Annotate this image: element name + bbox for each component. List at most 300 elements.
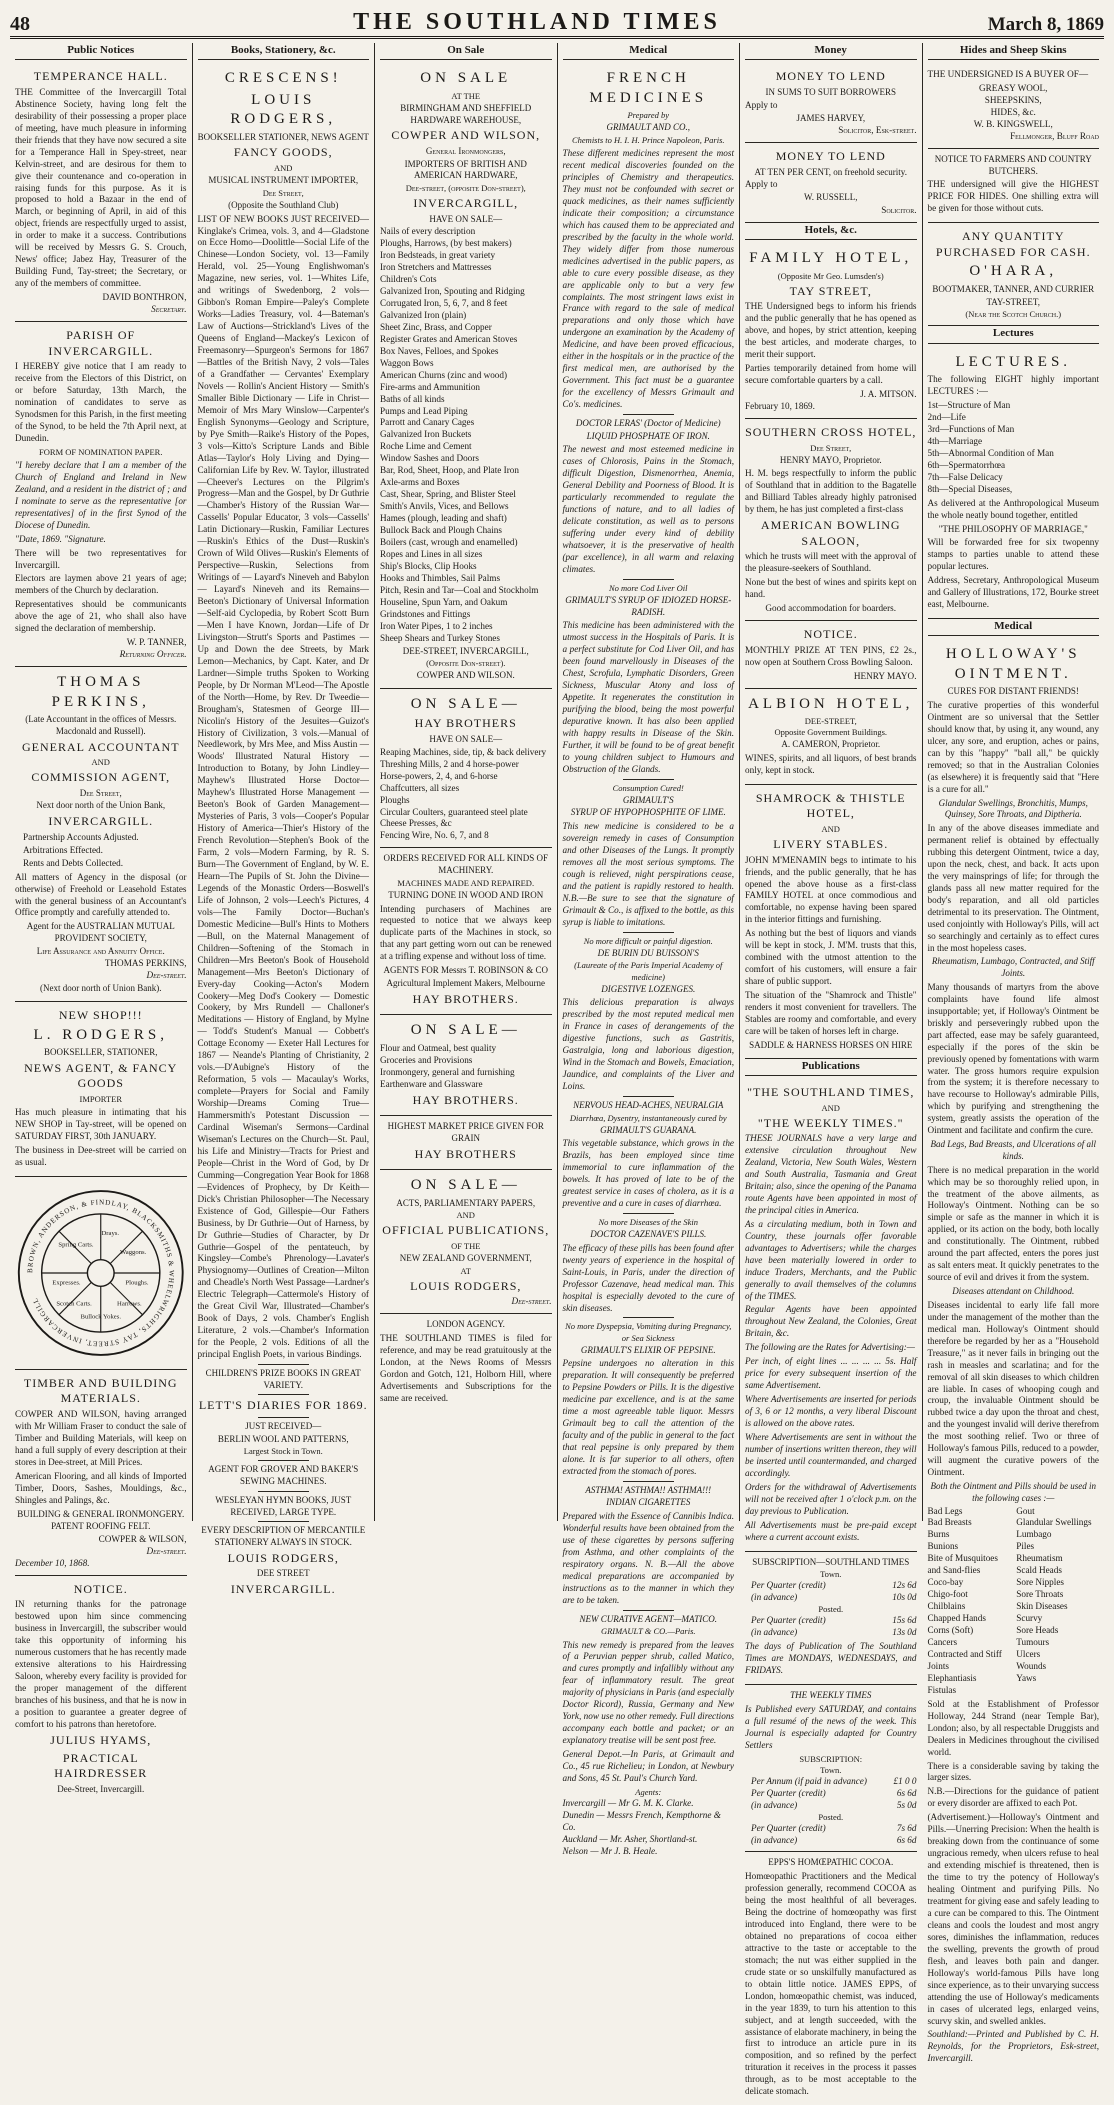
list-item: Sheet Zinc, Brass, and Copper <box>380 321 492 332</box>
ad-line: Dee-Street, Invercargill. <box>57 1783 145 1794</box>
ad-line: INVERCARGILL. <box>48 814 154 829</box>
ad-line: GRIMAULT'S GUARANA. <box>600 1124 697 1135</box>
rate-value: 12s 6d <box>892 1580 917 1591</box>
emblem-ring-text: BROWN, ANDERSON, & FINDLAY, BLACKSMITHS & WHEELWRIGHTS, TAY STREET, INVERCARGILL <box>26 1198 176 1348</box>
ad-line: NEW CURATIVE AGENT—MATICO. <box>579 1613 717 1624</box>
column-on-sale <box>375 43 558 1521</box>
ad-line: Apply to <box>745 179 778 190</box>
ad-line: BOOKSELLER, STATIONER, <box>43 1047 158 1058</box>
ad-line: AGENT FOR GROVER AND BAKER'S SEWING MACHINES. <box>208 1464 359 1487</box>
kingswell-ad <box>928 63 1100 149</box>
ad-title: NOTICE TO FARMERS AND COUNTRY BUTCHERS. <box>934 154 1092 176</box>
ad-line: CURES FOR DISTANT FRIENDS! <box>947 686 1079 697</box>
list-item: Ropes and Lines in all sizes <box>380 548 483 559</box>
lecture-list <box>928 400 1100 496</box>
rodgers-books-ad <box>198 63 370 1604</box>
ad-line: AND <box>91 757 110 768</box>
ad-line: Opposite Government Buildings. <box>774 727 888 738</box>
ten-pins-notice <box>745 621 917 688</box>
list-item: Hames (plough, leading and shaft) <box>380 513 507 524</box>
ad-line: Dee Street, <box>79 787 122 798</box>
ad-body: THE UNDERSIGNED IS A BUYER OF— <box>927 69 1089 80</box>
note: There will be two representatives for Invercargill. <box>15 547 187 570</box>
ad-line: AT THE <box>451 90 481 101</box>
ad-line: PATENT ROOFING FELT. <box>51 1521 151 1532</box>
ad-line: INVERCARGILL. <box>230 1581 336 1596</box>
rates-line: Per inch, of eight lines ... ... ... ... 5s. Half price for every subsequent insertion of the same Advertisement. <box>745 1356 917 1391</box>
hay-brothers-grocery-ad <box>380 1015 552 1116</box>
list-item: Bad Legs <box>927 1505 963 1516</box>
ad-body: THE SOUTHLAND TIMES is filed for reference, and may be read gratuitously at the London, at the News Rooms of Messrs Gordon and Gotch, 121, Holborn Hill, where Advertisements and Subscriptions for the same are received. <box>380 1332 552 1403</box>
divider <box>258 1521 309 1522</box>
ad-line: BUILDING & GENERAL IRONMONGERY. <box>17 1508 185 1519</box>
ad-body: The newest and most esteemed medicine in cases of Chlorosis, Pains in the Stomach, difficult Digestion, Dismenorrhea, Anemia, General Debility and Poorness of Blood. It is particularly recommended to regulate the functions of nature, and to all ladies of delicate constitution, as well as to persons suffering under every kind of debility whatsoever, it is the preservative of health (par excellence), in all warm and relaxing climates. <box>562 444 734 574</box>
list-item: Children's Cots <box>380 274 437 285</box>
list-item: Horse-powers, 2, 4, and 6-horse <box>380 770 498 781</box>
divider <box>623 932 674 933</box>
ad-body: THE Committee of the Invercargill Total Abstinence Society, having long felt the desirability of their possessing a proper place of meeting, have much pleasure in informing their friends that they have now secured a site for a Temperance Hall in Spey-street, near Kelvin-street, and are desirous for them to give their countenance and co-operation in raising funds for this purpose. As it is proposed to hold a Bazaar in the end of March, or beginning of April, in aid of this object, friends are respectfully urged to assist, in order to make it a success. Contributions will be received by Messrs G. S. Crouch, News' office; Jabez Hay, Treasurer of the Building Fund, Tay-street; the Secretary, or any of the members of committee. <box>15 86 187 289</box>
ad-line: GREASY WOOL, <box>979 83 1048 94</box>
section-heading: Hides and Sheep Skins <box>928 43 1100 60</box>
list-item: Cancers <box>927 1636 958 1647</box>
ad-signer: JULIUS HYAMS, <box>50 1732 152 1747</box>
ad-line: TAY-STREET, <box>986 296 1041 307</box>
grain-notice <box>380 1116 552 1170</box>
list-item: 6th—Spermatorrhœa <box>927 459 1006 470</box>
ad-title: HOLLOWAY'S OINTMENT. <box>945 646 1081 682</box>
ad-line: DIGESTIVE LOZENGES. <box>601 983 696 994</box>
list-item: Galvanized Iron Buckets <box>380 429 472 440</box>
divider <box>623 1317 674 1318</box>
ad-title: THOMAS PERKINS, <box>51 674 150 710</box>
rate-value: £1 0 0 <box>893 1775 917 1786</box>
ad-signer: W. RUSSELL, <box>804 192 858 203</box>
ad-body: All matters of Agency in the disposal (or otherwise) of Freehold or Leasehold Estates with the general business of an Accountant's Office promptly and carefully attended to. <box>15 871 187 918</box>
list-item: Galvanized Iron (plain) <box>380 309 467 320</box>
ad-line: TAY STREET, <box>789 283 872 298</box>
section-heading: Public Notices <box>15 43 187 60</box>
ad-body: This new remedy is prepared from the leaves of a Peruvian pepper shrub, called Matico, and cures promptly and infallibly without any fear of inflammatory result. The great majority of physicians in Paris (and especially Doctor Ricord), Russia, Germany and New York, now use no other remedy. Full directions accompany each bottle and packet; or an explanatory treatise will be sent post free. <box>562 1639 734 1746</box>
ad-body: Parties temporarily detained from home will secure comfortable quarters by a call. <box>745 363 917 386</box>
ad-body: There is a considerable saving by taking the larger sizes. <box>927 1760 1099 1783</box>
list-item: Scurvy <box>1016 1613 1043 1624</box>
ad-signer: HENRY MAYO. <box>853 670 917 681</box>
list-item: Iron Stretchers and Mattresses <box>380 262 492 273</box>
date-line: "Date, 1869. "Signature. <box>15 533 106 544</box>
ailment-list-right <box>1016 1506 1099 1697</box>
rate-value: 15s 6d <box>892 1615 917 1626</box>
ad-line: NEW ZEALAND GOVERNMENT, <box>399 1252 532 1263</box>
southern-cross-hotel-ad <box>745 419 917 621</box>
ad-line: COMMISSION AGENT, <box>31 770 171 785</box>
imprint: Southland:—Printed and Published by C. H. Reynolds, for the Proprietors, Esk-street, Invercargill. <box>927 2029 1099 2064</box>
ad-body: THE undersigned will give the HIGHEST PRICE FOR HIDES. One shilling extra will be given for those without cuts. <box>927 179 1099 214</box>
list-item: Ironmongery, general and furnishing <box>380 1066 515 1077</box>
rate-label: Per Annum (if paid in advance) <box>751 1775 867 1786</box>
list-item: Chigo-foot <box>927 1589 968 1600</box>
list-item: Iron Bedsteads, in great variety <box>380 250 496 261</box>
list-item: Fire-arms and Ammunition <box>380 381 481 392</box>
ad-line: AT TEN PER CENT, on freehold security. <box>754 166 907 177</box>
ad-body: Has much pleasure in intimating that his NEW SHOP in Tay-street, will be opened on SATURDAY FIRST, 30th JANUARY. <box>15 1107 187 1141</box>
rate-label: (in advance) <box>751 1799 798 1810</box>
albion-hotel-ad <box>745 689 917 785</box>
ad-line: DEE-STREET, INVERCARGILL, <box>402 645 529 656</box>
form-label: FORM OF NOMINATION PAPER. <box>39 446 163 457</box>
holloway-ointment-ad <box>928 639 1100 2072</box>
rate-row <box>751 1592 917 1604</box>
rate-row <box>751 1788 917 1800</box>
lectures-ad <box>928 347 1100 619</box>
ad-body: The curative properties of this wonderful Ointment are so universal that the Settler should know that, by using it, any wound, any ulcer, any sore, and eruption, aches or pains, can by this "happy" "ball all," be quickly removed; so that in the Australian Colonies (as elsewhere) it is frequently said that "Here is a cure for all." <box>927 699 1099 794</box>
list-item: Circular Coulters, guaranteed steel plate <box>380 806 528 817</box>
rates-line: Orders for the withdrawal of Advertisements will not be received after 1 o'clock p.m. on the day previous to Publication. <box>745 1481 917 1516</box>
ad-name: O'HARA, <box>969 263 1058 280</box>
ad-title: LONDON AGENCY. <box>426 1319 505 1330</box>
item-list <box>380 226 552 644</box>
ad-body: General Depot.—In Paris, at Grimault and Co., 45 rue Richelieu; in London, at Newbury and Sons, 45 St. Paul's Church Yard. <box>562 1749 734 1783</box>
ad-line: AGENTS FOR Messrs T. ROBINSON & CO <box>383 965 548 976</box>
ad-title: ON SALE— <box>410 695 521 712</box>
list-item: Groceries and Provisions <box>380 1054 473 1065</box>
ad-body: IN returning thanks for the patronage bestowed upon him since commencing business in Invercargill, the subscriber would take this opportunity of informing his numerous customers that he has recently made extensive alterations to his Hairdressing Saloon, whereby every facility is provided for the proper management of the different branches of his business, and that he is now in a position to guarantee a greater degree of comfort to his patrons than heretofore. <box>15 1599 187 1730</box>
ad-line: FANCY GOODS, <box>233 145 333 160</box>
list-item: Bad Breasts <box>927 1517 972 1528</box>
list-item: Iron Water Pipes, 1 to 2 inches <box>380 620 493 631</box>
french-medicines-ad <box>563 63 735 1862</box>
issue-date: March 8, 1869 <box>987 14 1104 35</box>
ohara-ad <box>928 223 1100 326</box>
temperance-hall-ad <box>15 63 187 322</box>
list-item: Grindstones and Fittings <box>380 608 471 619</box>
ad-signer-role: Secretary. <box>151 304 187 315</box>
list-item: 8th—Special Diseases, <box>927 483 1013 494</box>
ad-line: (Opposite Don-street). <box>426 658 506 669</box>
ad-line: Posted. <box>818 1811 844 1822</box>
ad-line: (Laureate of the Paris Imperial Academy of medicine) <box>574 960 723 982</box>
ad-signer: COWPER & WILSON, <box>98 1534 187 1545</box>
list-item: Corrugated Iron, 5, 6, 7, and 8 feet <box>380 297 508 308</box>
ad-signer: LOUIS RODGERS, <box>410 1278 522 1293</box>
list-item: Flour and Oatmeal, best quality <box>380 1042 497 1053</box>
ad-subhead: Both the Ointment and Pills should be used in the following cases :— <box>930 1481 1096 1503</box>
ad-line: GRIMAULT'S ELIXIR OF PEPSINE. <box>580 1344 716 1355</box>
ad-body: THE Undersigned begs to inform his friends and the public generally that he has opened as above, and hopes, by strict attention, keeping the best articles, and moderate charges, to merit their support. <box>745 301 917 360</box>
ad-title: MONEY TO LEND <box>775 149 886 164</box>
list-item: Chapped Hands <box>927 1613 986 1624</box>
ad-line: ASTHMA! ASTHMA!! ASTHMA!!! <box>585 1484 712 1495</box>
ad-line: DE BURIN DU BUISSON'S <box>597 947 699 958</box>
list-item: Ship's Blocks, Clip Hooks <box>380 560 477 571</box>
ad-title: ON SALE— <box>410 1177 521 1194</box>
rate-row <box>751 1823 917 1835</box>
list-item: American Churns (zinc and wood) <box>380 369 508 380</box>
list-item: 2nd—Life <box>927 412 966 423</box>
ad-body: Pepsine undergoes no alteration in this preparation. It will consequently be preferred to Pepsine Powders or Pills. It is the digestive medicine par excellence, and is at the same time a most agreeable table liquor. Messrs Grimault beg to call the attention of the faculty and of the public in general to the fact that real pepsine is only prepared by them alone. It is far superior to all others, often extracted from the stomach of pores. <box>562 1358 734 1476</box>
ad-body: (Advertisement.)—Holloway's Ointment and Pills.—Unerring Precision: When the health is breaking down from the continuance of some ungracious remedy, when ulcers refuse to heal and extending mischief is threatened, then is the time to try the potency of Holloway's healing Ointment and purifying Pills. No treatment for giving ease and safely leading to a cure can be compared to this. The Ointment cleans and cools the loudest and most angry sores, diminishes the inflammation, reduces the swelling, prevents the growth of proud flesh, and leaves both pain and danger. Holloway's world-famous Pills have long since experience, as to their unvarying success attending the use of Holloway's medicaments in cases of ulcerated legs, enlarged veins, scurvy skin, and swelled ankles. <box>927 1812 1099 2026</box>
ad-body: As delivered at the Anthropological Museum the whole neatly bound together, entitled <box>927 497 1099 520</box>
ad-line: (Opposite the Southland Club) <box>228 199 339 210</box>
ad-title: FRENCH MEDICINES <box>589 70 708 106</box>
divider <box>623 1213 674 1214</box>
spoke-label: Spring Carts. <box>58 1241 94 1249</box>
list-item: Houseline, Spun Yarn, and Oakum <box>380 596 508 607</box>
ad-body: In any of the above diseases immediate and permanent relief is obtained by effectually rubbing this detergent Ointment, twice a day, upon the neck, chest, and back. It acts upon the very mainsprings of life; for through the glands pass all new matter required for the body's reparation, and all old particles detrimental to its preservation. The Ointment, used conjointly with Holloway's Pills, will act so searchingly and certainly as to effect cures in the most hopeless cases. <box>927 822 1099 953</box>
list-item: Parrott and Canary Cages <box>380 417 475 428</box>
rate-label: (in advance) <box>751 1834 798 1845</box>
divider <box>258 1364 309 1365</box>
agent-line: Nelson — Mr J. B. Heale. <box>562 1845 658 1856</box>
page-number: 48 <box>10 13 30 35</box>
ad-body: JOHN M'MENAMIN begs to intimate to his friends, and the public generally, that he has opened the above house as a first-class FAMILY HOTEL at once commodious and comfortable, no expense having been spared in the interior fittings and furnishing. <box>745 854 917 925</box>
ad-line: Consumption Cured! <box>612 782 684 793</box>
ad-title: NEW SHOP!!! <box>58 1008 143 1023</box>
rate-label: Per Quarter (credit) <box>751 1822 826 1833</box>
column-public-notices <box>10 43 193 1794</box>
ad-line: ORDERS RECEIVED FOR ALL KINDS OF MACHINERY. <box>383 853 548 876</box>
machinery-notice <box>380 848 552 1015</box>
rate-label: (in advance) <box>751 1592 798 1603</box>
list-item: Sore Throats <box>1016 1589 1064 1600</box>
ad-line: HAVE ON SALE— <box>429 734 503 745</box>
list-item: Burns <box>927 1529 950 1540</box>
rate-row <box>751 1776 917 1788</box>
list-item: Glandular Swellings <box>1016 1517 1092 1528</box>
ad-signer: THOMAS PERKINS, <box>104 958 187 969</box>
ad-line: DOCTOR LERAS' (Doctor of Medicine) <box>575 418 721 429</box>
ad-line: INVERCARGILL, <box>413 195 519 210</box>
ad-line: AND <box>821 1102 840 1113</box>
spoke-label: Harrows. <box>117 1300 142 1308</box>
agent-line: Invercargill — Mr G. M. K. Clarke. <box>562 1797 694 1808</box>
list-item: Window Sashes and Doors <box>380 453 479 464</box>
list-item: Nails of every description <box>380 226 476 237</box>
blacksmith-emblem <box>15 1177 187 1370</box>
ad-signer: HAY BROTHERS. <box>412 991 519 1006</box>
list-item: Yaws <box>1016 1672 1037 1683</box>
ad-line: Chemists to H. I. H. Prince Napoleon, Paris. <box>571 135 725 146</box>
list-item: Bullock Back and Plough Chains <box>380 525 502 536</box>
list-item: Cast, Shear, Spring, and Blister Steel <box>380 489 516 500</box>
ad-title: ALBION HOTEL, <box>748 695 914 712</box>
ad-body: None but the best of wines and spirits kept on hand. <box>745 577 917 600</box>
ad-title: THE WEEKLY TIMES <box>790 1690 872 1701</box>
list-item: Reaping Machines, side, tip, & back delivery <box>380 746 547 757</box>
ad-line: Dee-street, (opposite Don-street), <box>405 182 526 193</box>
ad-title: TEMPERANCE HALL. <box>33 69 168 84</box>
ad-line: "THE PHILOSOPHY OF MARRIAGE," <box>938 523 1088 534</box>
ad-body: The situation of the "Shamrock and Thistle" renders it most convenient for travellers. The Stables are roomy and comfortable, and every care will be taken of horses left in charge. <box>745 990 917 1036</box>
list-item: Roche Lime and Cement <box>380 441 472 452</box>
ad-body: Address, Secretary, Anthropological Museum and Gallery of Illustrations, 172, Bourke street east, Melbourne. <box>927 575 1099 610</box>
ad-body: THESE JOURNALS have a very large and extensive circulation throughout New Zealand, Victoria, New South Wales, Western and South Australia, Tasmania and Great Britain; also, since the opening of the Panama route Agents have been appointed in most of the principal cities in America. <box>745 1133 917 1215</box>
ad-title: CRESCENS! <box>224 70 342 87</box>
ad-signer: DAVID BONTHRON, <box>102 292 187 303</box>
ad-title: MONEY TO LEND <box>775 69 886 84</box>
ad-title: FAMILY HOTEL, <box>749 250 913 267</box>
ad-title: ON SALE <box>420 70 512 87</box>
ad-body: As a circulating medium, both in Town and Country, these journals offer favorable advantages to Advertisers; while the charges have been materially lowered in order to induce Traders, Merchants, and the Public generally to avail themselves of the columns of the TIMES. <box>745 1218 917 1301</box>
ad-line: HIDES, &c. <box>990 107 1036 118</box>
ad-title: NOTICE. <box>803 627 858 642</box>
note: Representatives should be communicants above the age of 21, who shall also have signed the declaration of membership. <box>15 599 187 634</box>
ad-line: CHILDREN'S PRIZE BOOKS IN GREAT VARIETY. <box>205 1368 361 1390</box>
ad-line: DEE-STREET, <box>804 716 857 727</box>
perkins-ad <box>15 667 187 1002</box>
ad-body: The efficacy of these pills has been found after twenty years of experience in the hospital of Saint-Louis, in Paris, under the direction of Professor Cazenave, head medical man. This hospital is especially devoted to the cure of skin diseases. <box>562 1242 734 1313</box>
ad-line: NEWS AGENT, & FANCY GOODS <box>24 1060 178 1091</box>
ad-line: HENRY MAYO, Proprietor. <box>779 454 882 465</box>
ad-signer-role: Returning Officer. <box>119 649 187 660</box>
ad-signer: W. B. KINGSWELL, <box>973 119 1053 130</box>
ad-line: Posted. <box>818 1604 844 1615</box>
ad-body: Many thousands of martyrs from the above complaints have found life almost insupportable; yet, if Holloway's Ointment be briskly and perseveringly rubbed upon the part affected, ease may be safely guaranteed, especially if the pores of the skin be previously opened by fomentations with warm water. The gross humors require expulsion from the system; it is therefore necessary to have recourse to Holloway's admirable Pills, which by purifying and strengthening the system, greatly assists the operation of the Ointment and facilitate and confirm the cure. <box>927 981 1099 1136</box>
rate-row <box>751 1580 917 1592</box>
ad-line: BOOKSELLER STATIONER, NEWS AGENT <box>197 131 369 142</box>
divider <box>623 579 674 580</box>
ad-body: The days of Publication of The Southland Times are MONDAYS, WEDNESDAYS, and FRIDAYS. <box>745 1641 917 1676</box>
ad-line: Good accommodation for boarders. <box>765 603 897 614</box>
ad-line: Agent for the AUSTRALIAN MUTUAL PROVIDENT SOCIETY, <box>26 921 175 944</box>
section-heading: Money <box>745 43 917 60</box>
section-heading: Medical <box>563 43 735 60</box>
timber-ad <box>15 1370 187 1576</box>
ad-line: LIVERY STABLES. <box>773 837 889 852</box>
ad-line: A. CAMERON, Proprietor. <box>781 739 881 750</box>
ailment-list-left <box>928 1506 1011 1697</box>
ad-body: Prepared with the Essence of Cannibis Indica. Wonderful results have been obtained from the use of these cigarettes by persons suffering from Asthma, and other complaints of the respiratory organs. N. B.—All the above medical preparations are accompanied by instructions as to the manner in which they are to be taken. <box>562 1511 734 1605</box>
ad-body: The following EIGHT highly important LECTURES :— <box>927 374 1099 397</box>
ad-line: Dee-street. <box>146 1545 187 1556</box>
section-heading: On Sale <box>380 43 552 60</box>
ad-subhead: Rheumatism, Lumbago, Contracted, and Stiff Joints. <box>931 956 1095 979</box>
shamrock-thistle-ad <box>745 785 917 1059</box>
ad-line: IMPORTER <box>79 1094 122 1105</box>
service-line: Rents and Debts Collected. <box>23 857 124 868</box>
ad-line: OFFICIAL PUBLICATIONS, <box>382 1223 550 1238</box>
ad-line: ACTS, PARLIAMENTARY PAPERS, <box>396 1197 536 1208</box>
divider <box>623 414 674 415</box>
ad-body: These different medicines represent the most recent medical discoveries founded on the principles of Chemistry and therapeutics. They must not be confounded with secret or quack medicines, as their names sufficiently indicate their composition; a circumstance which has caused them to be appreciated and prescribed by the faculty in the whole world. They widely differ from those numerous medicines advertised in the public papers, as able to cure every possible disease, as they are applicable only to but a very few complaints. The most stringent laws exist in France with regard to the sale of medical preparations and only those which have undergone an examination by the Academy of Medicine, and have been proved efficacious, either in the hospitals or in the practice of the first medical men, are authorised by the Government. This fact must be a guarantee for the excellency of Messrs Grimault and Co's. medicines. <box>562 148 734 410</box>
ad-line: No more Cod Liver Oil <box>608 582 688 593</box>
list-item: Contracted and Stiff Joints <box>927 1648 1002 1671</box>
ad-line: NERVOUS HEAD-ACHES, NEURALGIA <box>573 1099 724 1110</box>
official-publications-ad <box>380 1170 552 1314</box>
ad-title: PARISH OF INVERCARGILL. <box>48 328 154 358</box>
section-heading: Lectures <box>928 326 1100 343</box>
list-item: Threshing Mills, 2 and 4 horse-power <box>380 758 519 769</box>
wheel-emblem-graphic <box>15 1183 187 1363</box>
ad-name: COWPER AND WILSON, <box>391 128 541 143</box>
ad-body: Is Published every SATURDAY, and contains a full resumé of the news of the week. This Journal is especially adapted for Country Settlers <box>745 1703 917 1750</box>
money-to-lend-russell <box>745 143 917 223</box>
ad-line: BIRMINGHAM AND SHEFFIELD HARDWARE WAREHOUSE, <box>400 102 532 125</box>
spoke-label: Drays. <box>101 1229 120 1237</box>
rates-line: All Advertisements must be pre-paid except where a current account exists. <box>745 1519 917 1542</box>
ad-line: GRIMAULT'S SYRUP OF IDIOZED HORSE-RADISH. <box>565 594 732 617</box>
rates-line: Where Advertisements are sent in without the number of insertions written thereon, they will be inserted until countermanded, and charged accordingly. <box>745 1432 917 1478</box>
ad-line: Fellmonger, Bluff Road <box>1010 131 1099 142</box>
ad-body: This vegetable substance, which grows in the Brazils, has been employed since time immemorial to cure inflammation of the bowels. It has proved of late to be of the greatest service in cases of cholera, as it is a preventive and a cure in cases of diarrhœa. <box>562 1138 734 1209</box>
ad-line: Dee Street, <box>262 187 304 198</box>
list-item: Wounds <box>1016 1660 1047 1671</box>
rates-title: The following are the Rates for Advertising:— <box>745 1342 915 1353</box>
spoke-label: Bullock Yokes. <box>80 1313 121 1321</box>
list-item: Axle-arms and Boxes <box>380 477 460 488</box>
ad-body: MONTHLY PRIZE AT TEN PINS, £2 2s., now open at Southern Cross Bowling Saloon. <box>745 644 917 667</box>
ad-line: MUSICAL INSTRUMENT IMPORTER, <box>208 175 359 186</box>
section-heading: Publications <box>745 1059 917 1076</box>
list-item: Baths of all kinds <box>380 393 445 404</box>
list-item: Coco-bay <box>927 1577 964 1588</box>
ad-line: AND <box>274 163 293 174</box>
ad-line: AND <box>456 1210 475 1221</box>
ad-line: GRIMAULT & CO.—Paris. <box>600 1626 696 1637</box>
epps-cocoa-ad <box>745 1852 917 2105</box>
ad-signer: HAY BROTHERS. <box>412 1092 519 1107</box>
list-item: Bunions <box>927 1541 959 1552</box>
ad-line: Dee-street. <box>511 1296 552 1307</box>
ad-body: N.B.—Directions for the guidance of patient or every disorder are affixed to each Pot. <box>927 1786 1099 1809</box>
list-item: Sore Nipples <box>1016 1577 1064 1588</box>
ad-line: BERLIN WOOL AND PATTERNS, <box>217 1433 349 1444</box>
ad-title: "THE SOUTHLAND TIMES, <box>747 1084 915 1099</box>
list-item: Smith's Anvils, Vices, and Bellows <box>380 501 509 512</box>
ad-body: Homœopathic Practitioners and the Medical profession generally, recommend COCOA as being the most healthful of all beverages. Being the doctrine of homœopathy was first introduced into England, there were to be obtained no preparations of cocoa either attractive to the taste or acceptable to the stomach; the nut was either supplied in the crude state or so unskilfully manufactured as to obtain little notice. JAMES EPPS, of London, homœopathic chemist, was induced, in the year 1839, to turn his attention to this subject, and at length succeeded, with the assistance of elaborate machinery, in being the first to introduce an article pure in its composition, and so refined by the perfect trituration it receives in the process it passes through, as to be most acceptable to the delicate stomach. <box>745 1871 917 2097</box>
ad-body: American Flooring, and all kinds of Imported Timber, Doors, Sashes, Mouldings, &c., Shingles and Palings, &c. <box>15 1470 187 1505</box>
rate-value: 6s 6d <box>896 1834 917 1845</box>
ad-line: Apply to <box>745 99 778 110</box>
ad-title: LECTURES. <box>955 353 1072 370</box>
ad-line: Agents: <box>635 1786 662 1797</box>
ad-line: DEE STREET <box>256 1568 310 1579</box>
list-item: Register Grates and American Stoves <box>380 333 518 344</box>
ad-subhead: Bad Legs, Bad Breasts, and Ulcerations of all kinds. <box>930 1139 1096 1161</box>
ad-line: DOCTOR CAZENAVE'S PILLS. <box>590 1229 707 1240</box>
ad-line: General Ironmongers, <box>425 145 506 156</box>
weekly-times-ad <box>745 1685 917 1852</box>
ad-line: Prepared by <box>627 110 670 121</box>
ad-subhead: Glandular Swellings, Bronchitis, Mumps, Quinsey, Sore Throats, and Diptheria. <box>938 797 1088 820</box>
ad-line: HAVE ON SALE— <box>429 213 503 224</box>
ad-title: NOTICE. <box>73 1581 128 1596</box>
list-item: 5th—Abnormal Condition of Man <box>927 447 1054 458</box>
ad-line: AT <box>460 1265 471 1276</box>
ad-line: Dee-street. <box>146 970 187 981</box>
list-item: Chilblains <box>927 1601 966 1612</box>
ad-line: EVERY DESCRIPTION OF MERCANTILE STATIONERY ALWAYS IN STOCK. <box>201 1525 366 1547</box>
list-item: 7th—False Delicacy <box>927 471 1003 482</box>
list-item: Piles <box>1016 1541 1035 1552</box>
ad-name: HAY BROTHERS <box>414 716 517 731</box>
ad-title: ON SALE— <box>410 1022 521 1039</box>
ad-line: GRIMAULT'S <box>622 794 674 805</box>
ad-line: AND <box>821 823 840 834</box>
rate-row <box>751 1835 917 1847</box>
list-item: Bite of Musquitoes and Sand-flies <box>927 1553 998 1576</box>
ad-line: SYRUP OF HYPOPHOSPHITE OF LIME. <box>570 807 726 818</box>
rate-label: Per Quarter (credit) <box>751 1615 826 1626</box>
ad-line: JUST RECEIVED— <box>245 1421 322 1432</box>
rate-label: Per Quarter (credit) <box>751 1787 826 1798</box>
rate-row <box>751 1627 917 1639</box>
ailment-lists <box>928 1506 1100 1697</box>
list-item: Skin Diseases <box>1016 1601 1068 1612</box>
ad-title: EPPS'S HOMŒPATHIC COCOA. <box>768 1857 894 1868</box>
ad-body: This new medicine is considered to be a sovereign remedy in cases of Consumption and other Diseases of the Lungs. It promptly removes all the most serious symptoms. The cough is relieved, night perspirations cease, and the patient is rapidly restored to health. N.B.—Be sure to see that the signature of Grimault & Co., is affixed to the bottle, as this syrup is liable to imitations. <box>562 821 734 927</box>
ad-body: WINES, spirits, and all liquors, of best brands only, kept in stock. <box>745 752 917 775</box>
list-item: Rheumatism <box>1016 1553 1063 1564</box>
